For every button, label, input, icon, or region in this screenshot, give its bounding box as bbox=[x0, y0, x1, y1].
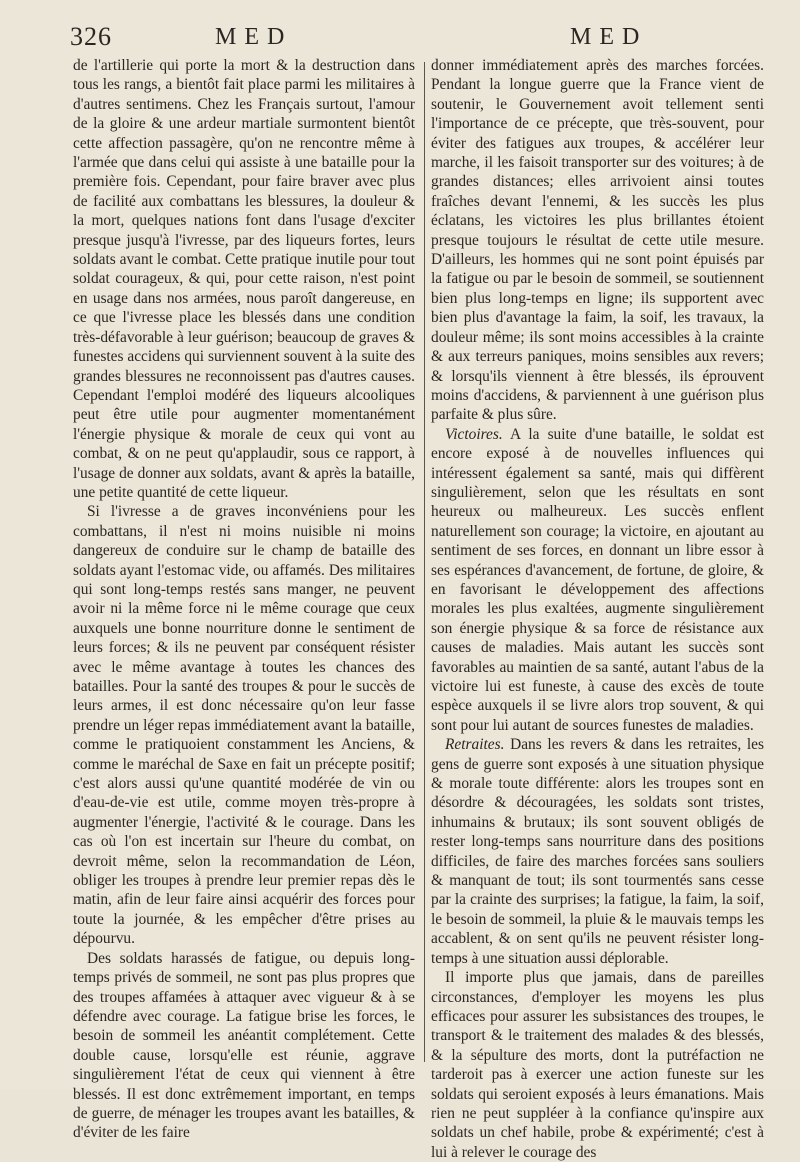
paragraph-text: Dans les revers & dans les retraites, les gens de guerre sont exposés à une situation physique & morale toute différente: alors les troupes sont en désordre & découragées, les soldats sont tristes, inhumains & brutaux; ils sont souvent obligés de rester long-temps sans nourriture dans des positions difficiles, de faire des marches forcées sans souliers & manquant de tout; ils sont tourmentés sans cesse par la crainte des surprises; la fatigue, la faim, la soif, le besoin de sommeil, la pluie & le mauvais temps les accablent, & on sent qu'ils ne peuvent résister long-temps à une situation aussi déplorable. bbox=[431, 736, 764, 967]
left-column bbox=[73, 56, 415, 1143]
running-head-left: MED bbox=[215, 24, 293, 50]
paragraph: donner immédiatement après des marches forcées. Pendant la longue guerre que la France vient de soutenir, le Gouvernement avoit tellement senti l'importance de ce précepte, que très-souvent, pour éviter des fatigues aux troupes, & accélérer leur marche, il les faisoit transporter sur des voitures; à de grandes distances; elles arrivoient ainsi toutes fraîches devant l'ennemi, & les succès les plus éclatans, les victoires les plus brillantes étoient presque toujours le résultat de cette utile mesure. D'ailleurs, les hommes qui ne sont point épuisés par la fatigue ou par le besoin de sommeil, se soutiennent bien plus long-temps en ligne; ils supportent avec bien plus d'avantage la faim, la soif, les travaux, la douleur même; ils sont moins accessibles à la crainte & aux terreurs paniques, moins sensibles aux revers; & lorsqu'ils viennent à être blessés, ils éprouvent moins d'accidens, & parviennent à une guérison plus parfaite & plus sûre. bbox=[431, 57, 764, 424]
paragraph-text: A la suite d'une bataille, le soldat est encore exposé à de nouvelles influences qui intéressent également sa santé, mais qui diffèrent singulièrement, selon que les résultats en sont heureux ou malheureux. Les succès enflent naturellement son courage; la victoire, en ajoutant au sentiment de ses forces, en donnant un libre essor à ses espérances d'avancement, de fortune, de gloire, & en favorisant le développement des affections morales les plus exaltées, augmente singulièrement son énergie physique & sa force de résistance aux causes de maladies. Mais autant les succès sont favorables au maintien de sa santé, autant l'abus de la victoire lui est funeste, à cause des excès de toute espèce auxquels il se livre alors trop souvent, & qui sont pour lui autant de sources funestes de maladies. bbox=[431, 425, 764, 734]
page-number: 326 bbox=[70, 22, 112, 51]
section-rubric: Victoires. bbox=[445, 425, 503, 443]
right-column bbox=[431, 56, 764, 1162]
paragraph bbox=[431, 425, 764, 736]
section-rubric: Retraites. bbox=[445, 736, 505, 754]
column-divider bbox=[424, 62, 425, 1062]
paragraph bbox=[431, 735, 764, 968]
paragraph: Des soldats harassés de fatigue, ou depuis long-temps privés de sommeil, ne sont pas plus propres que des troupes affamées à attaquer avec vigueur & à se défendre avec courage. La fatigue brise les forces, le besoin de sommeil les anéantit complétement. Cette double cause, lorsqu'elle est réunie, aggrave singulièrement l'état de ceux qui viennent à être blessés. Il est donc extrêmement important, en temps de guerre, de ménager les troupes avant les batailles, & d'éviter de les faire bbox=[73, 949, 415, 1142]
page-header bbox=[70, 22, 770, 52]
paragraph: de l'artillerie qui porte la mort & la destruction dans tous les rangs, a bientôt fait place parmi les militaires à d'autres sentimens. Chez les Français surtout, l'amour de la gloire & une ardeur martiale surmontent bientôt cette affection passagère, qu'on ne rencontre même à l'armée que dans celui qui assiste à une bataille pour la première fois. Cependant, pour faire braver avec plus de facilité aux combattans les blessures, la douleur & la mort, quelques nations font dans l'usage d'exciter presque jusqu'à l'ivresse, par des liqueurs fortes, leurs soldats avant le combat. Cette pratique inutile pour tout soldat courageux, & qui, pour cette raison, n'est point en usage dans nos armées, nous paroît dangereuse, en ce que l'ivresse place les blessés dans une condition très-défavorable à leur guérison; beaucoup de graves & funestes accidens qui surviennent souvent à la suite des grandes blessures ne reconnoissent pas d'autres causes. Cependant l'emploi modéré des liqueurs alcooliques peut être utile pour augmenter momentanément l'énergie physique & morale de ceux qui vont au combat, & on ne peut qu'applaudir, sous ce rapport, à l'usage de donner aux soldats, avant & après la bataille, une petite quantité de cette liqueur. bbox=[73, 57, 415, 501]
running-head-right: MED bbox=[570, 24, 648, 50]
paragraph: Il importe plus que jamais, dans de pareilles circonstances, d'employer les moyens les plus efficaces pour assurer les subsistances des troupes, le transport & le traitement des malades & des blessés, & la sépulture des morts, dont la putréfaction ne tarderoit pas à exercer une action funeste sur les soldats qui seroient exposés à leurs émanations. Mais rien ne peut suppléer à la confiance qu'inspire aux soldats un chef habile, probe & expérimenté; c'est à lui à relever le courage des bbox=[431, 969, 764, 1161]
paragraph: Si l'ivresse a de graves inconvéniens pour les combattans, il n'est ni moins nuisible ni moins dangereux de conduire sur le champ de bataille des soldats ayant l'estomac vide, ou affamés. Des militaires qui sont long-temps restés sans manger, ne peuvent avoir ni la même force ni le même courage que ceux auxquels une bonne nourriture donne le sentiment de leurs forces; & ils ne peuvent par conséquent résister avec le même avantage à toutes les chances des batailles. Pour la santé des troupes & pour le succès de leurs armes, il est donc nécessaire qu'on leur fasse prendre un léger repas immédiatement avant la bataille, comme le pratiquoient constamment les Anciens, & comme le maréchal de Saxe en fait un précepte positif; c'est alors aussi qu'une quantité modérée de vin ou d'eau-de-vie est utile, comme moyen très-propre à augmenter l'énergie, l'activité & le courage. Dans les cas où l'on est incertain sur l'heure du combat, on devroit même, selon la recommandation de Léon, obliger les troupes à prendre leur premier repas dès le matin, afin de leur faire ainsi acquérir des forces pour toute la journée, & les empêcher d'être prises au dépourvu. bbox=[73, 503, 415, 948]
